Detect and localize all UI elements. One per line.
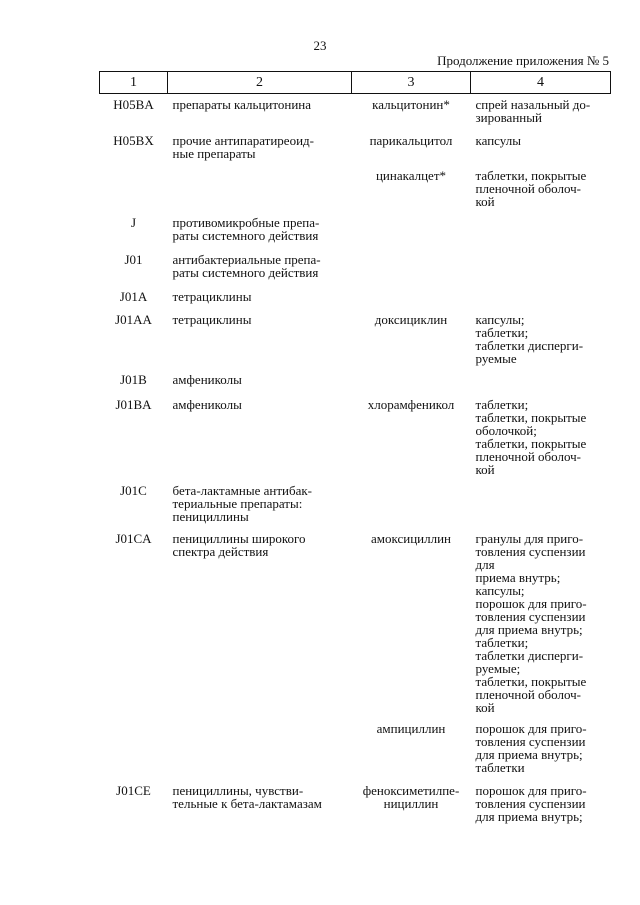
cell-line: таблетки, покрытые: [475, 409, 587, 425]
cell-line: кой: [475, 193, 495, 209]
dosage-form-cell: [471, 284, 611, 307]
atc-code-cell: J01CE: [116, 782, 151, 798]
cell-line: таблетки;: [475, 634, 529, 650]
drug-name-cell: [352, 307, 471, 367]
cell-line: ампициллин: [376, 720, 446, 736]
cell-line: пенициллины, чувстви-: [172, 782, 304, 798]
cell-line: амфениколы: [172, 396, 242, 412]
drug-name-cell: [352, 211, 471, 247]
cell-line: порошок для приго-: [475, 782, 587, 798]
atc-code-cell: J01C: [120, 482, 147, 498]
cell-line: таблетки, покрытые: [475, 673, 587, 689]
cell-line: для приема внутрь;: [475, 621, 583, 637]
cell-line: ные препараты: [172, 145, 256, 161]
cell-line: пенициллины: [172, 508, 249, 524]
cell-line: кой: [475, 461, 495, 477]
anatomical-group-cell: [168, 307, 352, 367]
table-row: [100, 367, 611, 392]
dosage-form-cell: [471, 211, 611, 247]
cell-line: феноксиметилпе-: [362, 782, 460, 798]
dosage-form-cell: [471, 307, 611, 367]
anatomical-group-cell: [168, 94, 352, 129]
cell-line: капсулы;: [475, 582, 525, 598]
cell-line: для приема внутрь;: [475, 808, 583, 824]
cell-line: доксициклин: [374, 311, 448, 327]
dosage-form-cell: [471, 367, 611, 392]
dosage-form-cell: [471, 779, 611, 824]
cell-line: гранулы для приго-: [475, 530, 584, 546]
cell-line: нициллин: [383, 795, 439, 811]
table-row: [100, 284, 611, 307]
cell-line: таблетки, покрытые: [475, 167, 587, 183]
table-row: [100, 129, 611, 164]
cell-line: пленочной оболоч-: [475, 686, 581, 702]
anatomical-group-cell: [168, 392, 352, 478]
anatomical-group-cell: [168, 247, 352, 284]
cell-line: зированный: [475, 110, 542, 125]
cell-line: парикальцитол: [369, 132, 453, 148]
dosage-form-cell: [471, 478, 611, 526]
dosage-form-cell: [471, 717, 611, 779]
cell-line: порошок для приго-: [475, 720, 587, 736]
cell-line: товления суспензии: [475, 795, 586, 811]
table-row: [100, 211, 611, 247]
table-row: [100, 526, 611, 717]
atc-code-cell: H05BA: [113, 97, 154, 112]
anatomical-group-cell: [168, 478, 352, 526]
table-row: [100, 164, 611, 211]
cell-line: кальцитонин*: [372, 97, 450, 112]
atc-code-cell: J01B: [120, 371, 147, 387]
atc-code-cell: J01AA: [115, 311, 152, 327]
drug-name-cell: [352, 779, 471, 824]
drug-name-cell: [352, 247, 471, 284]
page-number: 23: [313, 38, 327, 53]
atc-code-cell: H05BX: [113, 132, 154, 148]
cell-line: таблетки дисперги-: [475, 647, 584, 663]
drug-name-cell: [352, 284, 471, 307]
drug-name-cell: [352, 392, 471, 478]
cell-line: териальные препараты:: [172, 495, 303, 511]
drug-name-cell: [352, 526, 471, 717]
anatomical-group-cell: [168, 779, 352, 824]
atc-code-cell: J01: [124, 251, 143, 267]
cell-line: препараты кальцитонина: [172, 97, 312, 112]
cell-line: раты системного действия: [172, 264, 319, 280]
table-row: [100, 94, 611, 129]
cell-line: таблетки;: [475, 324, 529, 340]
cell-line: прочие антипаратиреоид-: [172, 132, 314, 148]
cell-line: руемые;: [475, 660, 521, 676]
atc-code-cell: J01BA: [115, 396, 152, 412]
cell-line: спектра действия: [172, 543, 269, 559]
table-body: [100, 94, 611, 824]
anatomical-group-cell: [168, 164, 352, 211]
dosage-form-cell: [471, 247, 611, 284]
cell-line: товления суспензии: [475, 733, 586, 749]
cell-line: амоксициллин: [370, 530, 452, 546]
drug-name-cell: [352, 94, 471, 129]
cell-line: для: [475, 556, 495, 572]
cell-line: цинакалцет*: [375, 167, 447, 183]
drug-name-cell: [352, 478, 471, 526]
continuation-label: Продолжение приложения № 5: [437, 53, 609, 68]
header-row: [100, 72, 611, 94]
cell-line: пенициллины широкого: [172, 530, 306, 546]
dosage-form-cell: [471, 526, 611, 717]
cell-line: таблетки, покрытые: [475, 435, 587, 451]
cell-line: противомикробные препа-: [172, 214, 320, 230]
cell-line: тетрациклины: [172, 311, 252, 327]
dosage-form-cell: [471, 94, 611, 129]
table-row: [100, 307, 611, 367]
cell-line: таблетки дисперги-: [475, 337, 584, 353]
cell-line: товления суспензии: [475, 608, 586, 624]
cell-line: спрей назальный до-: [475, 97, 591, 112]
atc-code-cell: J: [130, 214, 137, 230]
anatomical-group-cell: [168, 211, 352, 247]
table-row: [100, 779, 611, 824]
table-row: [100, 392, 611, 478]
atc-code-cell: J01A: [119, 288, 148, 304]
drug-name-cell: [352, 164, 471, 211]
cell-line: таблетки: [475, 759, 525, 775]
table-row: [100, 247, 611, 284]
cell-line: порошок для приго-: [475, 595, 587, 611]
anatomical-group-cell: [168, 717, 352, 779]
dosage-form-cell: [471, 164, 611, 211]
cell-line: бета-лактамные антибак-: [172, 482, 312, 498]
cell-line: кой: [475, 699, 495, 715]
cell-line: приема внутрь;: [475, 569, 561, 585]
cell-line: оболочкой;: [475, 422, 537, 438]
cell-line: таблетки;: [475, 396, 529, 412]
atc-code-cell: J01CA: [115, 530, 152, 546]
dosage-form-cell: [471, 129, 611, 164]
drug-name-cell: [352, 367, 471, 392]
cell-line: пленочной оболоч-: [475, 448, 581, 464]
column-header: 4: [471, 72, 611, 94]
cell-line: капсулы;: [475, 311, 525, 327]
cell-line: для приема внутрь;: [475, 746, 583, 762]
cell-line: тельные к бета-лактамазам: [172, 795, 322, 811]
medication-table: [99, 71, 611, 824]
column-header: 3: [352, 72, 471, 94]
cell-line: амфениколы: [172, 371, 242, 387]
drug-name-cell: [352, 717, 471, 779]
anatomical-group-cell: [168, 284, 352, 307]
column-header: 2: [168, 72, 352, 94]
cell-line: тетрациклины: [172, 288, 252, 304]
cell-line: руемые: [475, 350, 517, 366]
cell-line: товления суспензии: [475, 543, 586, 559]
anatomical-group-cell: [168, 367, 352, 392]
table-row: [100, 478, 611, 526]
atc-code-cell: [100, 717, 168, 779]
cell-line: капсулы: [475, 132, 521, 148]
table-row: [100, 717, 611, 779]
cell-line: хлорамфеникол: [367, 396, 455, 412]
drug-name-cell: [352, 129, 471, 164]
column-header: 1: [100, 72, 168, 94]
cell-line: раты системного действия: [172, 227, 319, 243]
atc-code-cell: [100, 164, 168, 211]
anatomical-group-cell: [168, 129, 352, 164]
dosage-form-cell: [471, 392, 611, 478]
cell-line: пленочной оболоч-: [475, 180, 581, 196]
anatomical-group-cell: [168, 526, 352, 717]
cell-line: антибактериальные препа-: [172, 251, 321, 267]
